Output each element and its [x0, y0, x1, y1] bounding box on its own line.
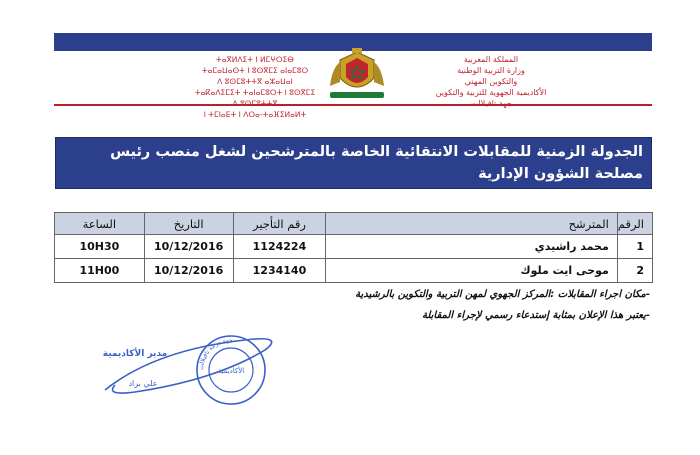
header-registration: رقم التأجير — [233, 213, 326, 235]
header-number: الرقم — [617, 213, 652, 235]
table-row — [55, 235, 653, 259]
arabic-line: وزارة التربية الوطنية — [457, 66, 525, 75]
header-divider — [54, 104, 652, 106]
cell-registration: 1124224 — [233, 235, 326, 259]
title-line-2: و المالية و البناءات و التجهيزات و الممتلكات بالمديرية الإقليمية بتنغير — [150, 188, 643, 204]
cell-time: 10H30 — [55, 235, 145, 259]
document-title — [61, 141, 643, 207]
cell-number: 1 — [617, 235, 652, 259]
table-row — [55, 259, 653, 283]
cell-date: 10/12/2016 — [144, 235, 233, 259]
header-candidate: المترشح — [326, 213, 617, 235]
tifinagh-line: ⵜⴰⴳⵍⴷⵉⵜ ⵏ ⵍⵎⵖⵔⵉⴱ — [216, 55, 294, 64]
tifinagh-line: ⵜⴰⴽⴰⴷⵉⵎⵉⵜ ⵜⴰⵏⴰⵎⵓⵔⵜ ⵏ ⵓⵙⴳⵎⵉ — [194, 88, 316, 97]
cell-candidate: موحى ايت ملوك — [326, 259, 617, 283]
arabic-line: والتكوين المهني — [464, 77, 518, 86]
cell-registration: 1234140 — [233, 259, 326, 283]
table-header-row — [55, 213, 653, 235]
interview-schedule-table — [54, 212, 653, 283]
stamp-center-text: الأكاديمية — [217, 367, 245, 375]
stamp-ring-text: جهة درعة تافيلالت — [197, 336, 233, 371]
stamp-title: مدير الأكاديمية — [102, 349, 168, 359]
cell-number: 2 — [617, 259, 652, 283]
document-title-box — [55, 137, 652, 204]
tifinagh-line: ⴷ ⵓⵙⵎⵓⵜⵜⴳ ⴰⵣⴰⵡⴰⵏ — [217, 77, 293, 86]
arabic-line: المملكة المغربية — [463, 55, 519, 64]
arabic-line: الأكاديمية الجهوية للتربية والتكوين — [435, 88, 547, 97]
header-time: الساعة — [55, 213, 145, 235]
official-notice-note: -يعتبر هذا الإعلان بمثابة إستدعاء رسمي لإجراء المقابلة — [421, 310, 650, 321]
cell-date: 10/12/2016 — [144, 259, 233, 283]
title-line-1: الجدولة الزمنية للمقابلات الانتقائية الخاصة بالمترشحين لشغل منصب رئيس مصلحة الشؤون الإدارية — [110, 144, 643, 182]
tifinagh-line: ⵜⴰⵎⴰⵡⴰⵙⵜ ⵏ ⵓⵙⴳⵎⵉ ⴰⵏⴰⵎⵓⵔ — [201, 66, 309, 75]
arabic-letterhead — [386, 54, 596, 109]
stamp-name: علي براد — [128, 379, 158, 388]
moroccan-emblem-icon — [326, 48, 388, 104]
cell-candidate: محمد راشيدي — [326, 235, 617, 259]
header-date: التاريخ — [144, 213, 233, 235]
official-stamp-signature — [95, 330, 285, 410]
tifinagh-line: ⵏ ⵜⵎⵏⴰⴹⵜ ⵏ ⴷⵔⴰ-ⵜⴰⴼⵉⵍⴰⵍⵜ — [203, 110, 307, 119]
cell-time: 11H00 — [55, 259, 145, 283]
interview-location-note: -مكان اجراء المقابلات :المركز الجهوي لمهن التربية والتكوين بالرشيدية — [355, 289, 650, 300]
tifinagh-letterhead — [180, 54, 330, 120]
